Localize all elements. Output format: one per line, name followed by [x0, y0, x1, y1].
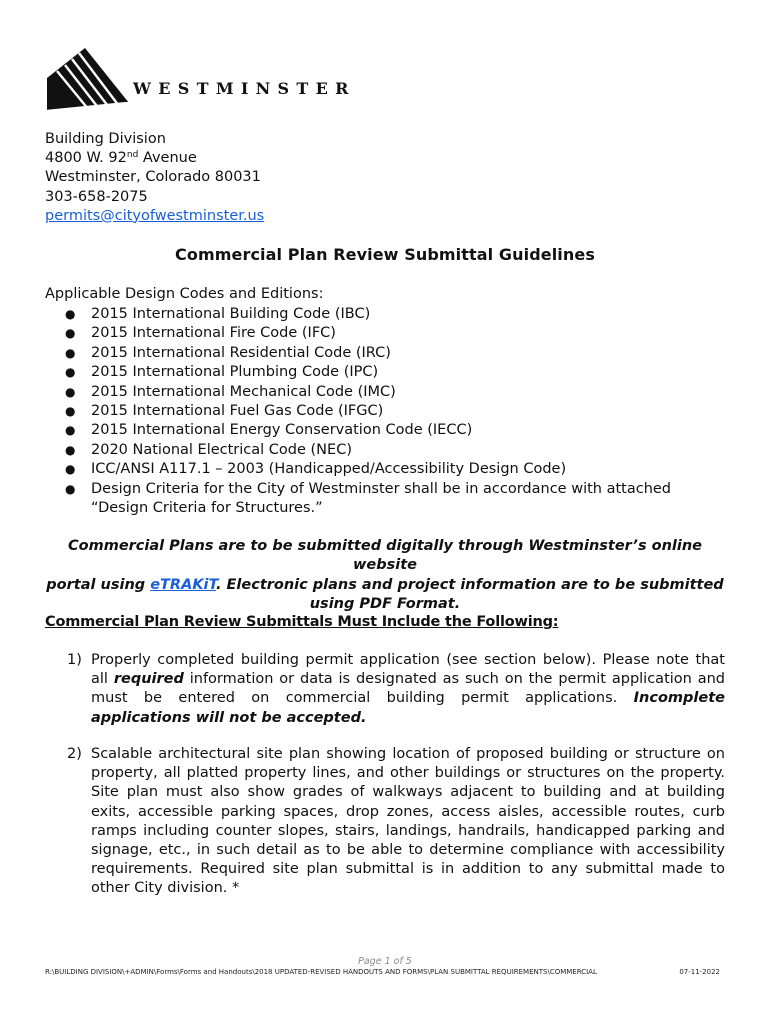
list-item: ● 2015 International Fire Code (IFC)	[65, 324, 671, 343]
city-state-zip: Westminster, Colorado 80031	[45, 169, 261, 186]
item-number: 1)	[67, 652, 82, 668]
footer-date: 07-11-2022	[679, 968, 720, 976]
bullet-icon: ●	[65, 326, 76, 341]
submission-notice	[45, 537, 725, 615]
bullet-icon: ●	[65, 384, 76, 399]
bullet-icon: ●	[65, 345, 76, 360]
notice-line: Commercial Plans are to be submitted digitally through Westminster’s online website	[68, 538, 702, 574]
notice-line: using PDF Format.	[309, 596, 461, 613]
page-number: Page 1 of 5	[358, 956, 412, 967]
street-address: 4800 W. 92nd Avenue	[45, 150, 197, 167]
bullet-icon: ●	[65, 423, 76, 438]
requirement-item	[45, 745, 725, 899]
bullet-icon: ●	[65, 365, 76, 380]
list-item: ● 2015 International Residential Code (IRC)	[65, 344, 671, 363]
bullet-icon: ●	[65, 481, 76, 496]
bullet-icon: ●	[65, 307, 76, 321]
logo-text: WESTMINSTER	[133, 79, 356, 98]
item-number: 2)	[67, 746, 82, 762]
bullet-icon: ●	[65, 462, 76, 477]
page-title: Commercial Plan Review Submittal Guidelines	[175, 245, 595, 264]
list-item: ● ICC/ANSI A117.1 – 2003 (Handicapped/Accessibility Design Code)	[65, 460, 671, 479]
westminster-logo-icon	[45, 44, 137, 110]
list-item-continuation: “Design Criteria for Structures.”	[91, 500, 323, 517]
list-item: ● 2015 International Energy Conservation Code (IECC)	[65, 421, 671, 440]
codes-heading: Applicable Design Codes and Editions:	[45, 286, 324, 302]
notice-line: portal using eTRAKiT. Electronic plans and project information are to be submitted	[46, 576, 724, 593]
codes-list	[65, 305, 671, 518]
bullet-icon: ●	[65, 442, 76, 457]
phone-number: 303-658-2075	[45, 188, 148, 205]
list-item: ● 2020 National Electrical Code (NEC)	[65, 441, 671, 460]
item-text: Properly completed building permit application (see section below). Please note that all required information or data is designated as such on the permit application and must be entered on commercial building permit applications. Incomplete applications will not be accepted.	[91, 652, 725, 726]
etrakit-link[interactable]: eTRAKiT	[150, 576, 216, 593]
list-item: ● 2015 International Fuel Gas Code (IFGC)	[65, 402, 671, 421]
list-item: ● Design Criteria for the City of Westminster shall be in accordance with attached	[65, 480, 671, 499]
bullet-icon: ●	[65, 404, 76, 419]
email-link[interactable]: permits@cityofwestminster.us	[45, 207, 265, 224]
list-item: ● 2015 International Building Code (IBC)	[65, 305, 671, 324]
requirement-item	[45, 651, 725, 728]
list-item: ● 2015 International Mechanical Code (IMC)	[65, 383, 671, 402]
footer-file-path: R:\BUILDING DIVISION\+ADMIN\Forms\Forms and Handouts\2018 UPDATED-REVISED HANDOUTS AND FORMS\PLAN SUBMITTAL REQUIREMENTS\COMMERCIAL	[45, 968, 597, 976]
requirements-heading: Commercial Plan Review Submittals Must Include the Following:	[45, 614, 559, 630]
division-name: Building Division	[45, 131, 166, 147]
list-item: ● 2015 International Plumbing Code (IPC)	[65, 363, 671, 382]
item-text: Scalable architectural site plan showing location of proposed building or structure on property, all platted property lines, and other buildings or structures on the property. Site plan must also show grades of walkways adjacent to building and at building exits, accessible parking spaces, drop zones, access aisles, accessible routes, curb ramps including counter slopes, stairs, landings, handrails, handicapped parking and signage, etc., in such detail as to be able to determine compliance with accessibility requirements. Required site plan submittal is in addition to any submittal made to other City division. *	[91, 746, 725, 897]
address-block	[45, 130, 264, 226]
